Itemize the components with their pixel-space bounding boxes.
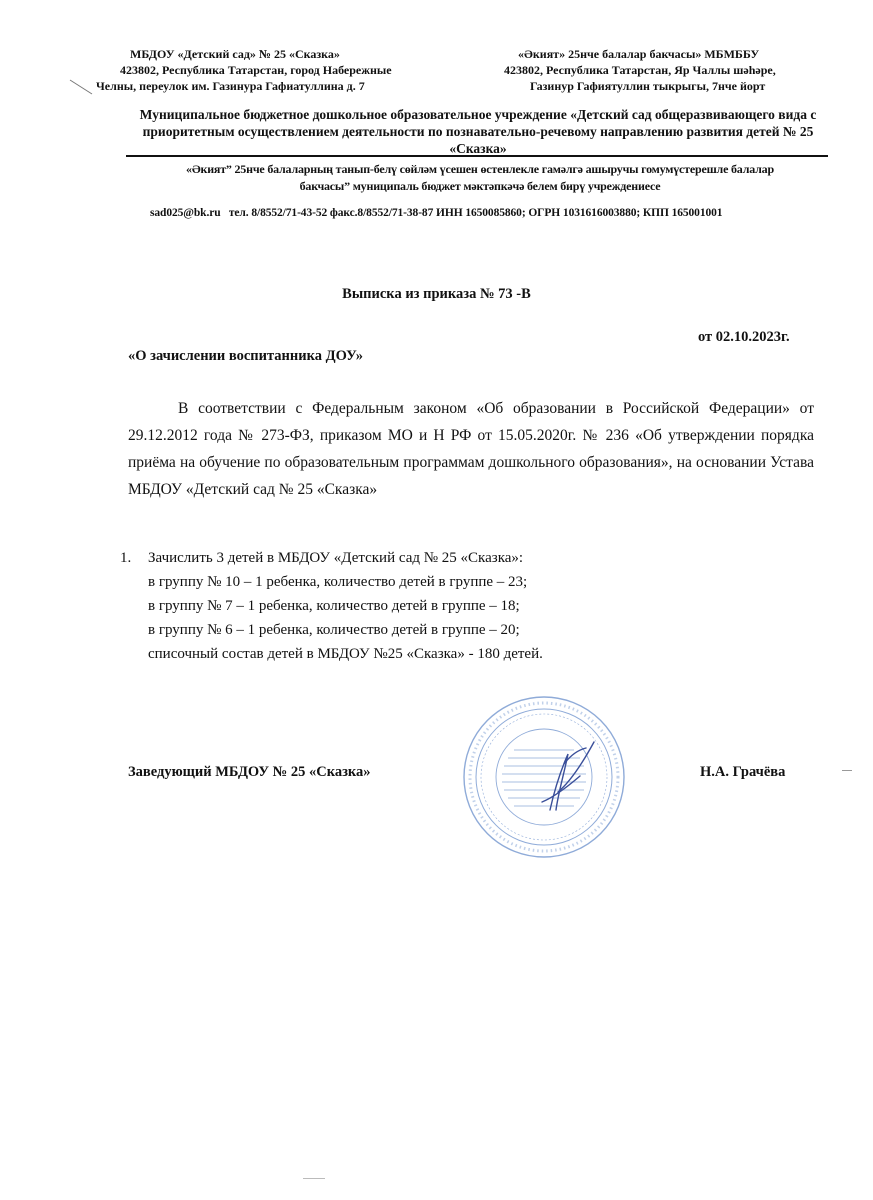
header-right-line1: «Әкият» 25нче балалар бакчасы» МБМББУ — [518, 47, 760, 61]
scan-artifact — [842, 770, 852, 771]
signature-name: Н.А. Грачёва — [700, 764, 786, 780]
list-line: в группу № 6 – 1 ребенка, количество детей в группе – 20; — [148, 622, 520, 638]
header-left — [96, 46, 392, 94]
body-paragraph: В соответствии с Федеральным законом «Об образовании в Российской Федерации» от 29.12.2012 года № 273-ФЗ, приказом МО и Н РФ от 15.05.2020г. № 236 «Об утверждении порядка приёма на обучение по образовательным программам дошкольного образования», на основании Устава МБДОУ «Детский сад № 25 «Сказка» — [128, 400, 814, 498]
list-lines — [148, 546, 543, 666]
list-line: в группу № 7 – 1 ребенка, количество детей в группе – 18; — [148, 598, 520, 614]
list-number: 1. — [120, 550, 132, 566]
document-subject: «О зачислении воспитанника ДОУ» — [128, 348, 364, 364]
header-left-line1: МБДОУ «Детский сад» № 25 «Сказка» — [130, 47, 340, 61]
contact-email: sad025@bk.ru — [150, 207, 221, 219]
organization-tatar-name — [135, 161, 825, 195]
header-right-line2: 423802, Республика Татарстан, Яр Чаллы шәһәре, — [504, 63, 776, 77]
list-line: списочный состав детей в МБДОУ №25 «Сказка» - 180 детей. — [148, 646, 543, 662]
organization-full-name: Муниципальное бюджетное дошкольное образовательное учреждение «Детский сад общеразвивающего вида с приоритетным осуществлением деятельности по познавательно-речевому направлению развития детей № 25 «Сказка» — [139, 107, 817, 156]
official-stamp — [458, 692, 630, 862]
document-title: Выписка из приказа № 73 -В — [342, 286, 531, 302]
signature-position: Заведующий МБДОУ № 25 «Сказка» — [128, 764, 371, 780]
scan-artifact — [303, 1178, 325, 1179]
list-line: Зачислить 3 детей в МБДОУ «Детский сад № 25 «Сказка»: — [148, 550, 524, 566]
header-right-line3: Газинур Гафиятуллин тыкрыгы, 7нче йорт — [530, 79, 766, 93]
tatar-name-line1: «Әкият” 25нче балаларның танып-белү сөйләм үсешен өстенлекле гамәлгә ашыручы гомумүстерешле балалар — [186, 162, 774, 176]
document-date: от 02.10.2023г. — [698, 329, 790, 345]
header-left-line2: 423802, Республика Татарстан, город Набережные — [120, 63, 392, 77]
document-body — [128, 395, 814, 503]
tatar-name-line2: бакчасы” муниципаль бюджет мәктәпкәчә белем бирү учреждениесе — [299, 179, 661, 193]
header-right — [496, 46, 776, 94]
list-line: в группу № 10 – 1 ребенка, количество детей в группе – 23; — [148, 574, 528, 590]
header-divider — [126, 155, 828, 157]
scan-mark — [68, 78, 94, 96]
contacts-line — [150, 207, 722, 219]
contact-details: тел. 8/8552/71-43-52 факс.8/8552/71-38-87 ИНН 1650085860; ОГРН 1031616003880; КПП 165001001 — [228, 207, 723, 219]
header-left-line3: Челны, переулок им. Газинура Гафиатуллина д. 7 — [96, 79, 365, 93]
